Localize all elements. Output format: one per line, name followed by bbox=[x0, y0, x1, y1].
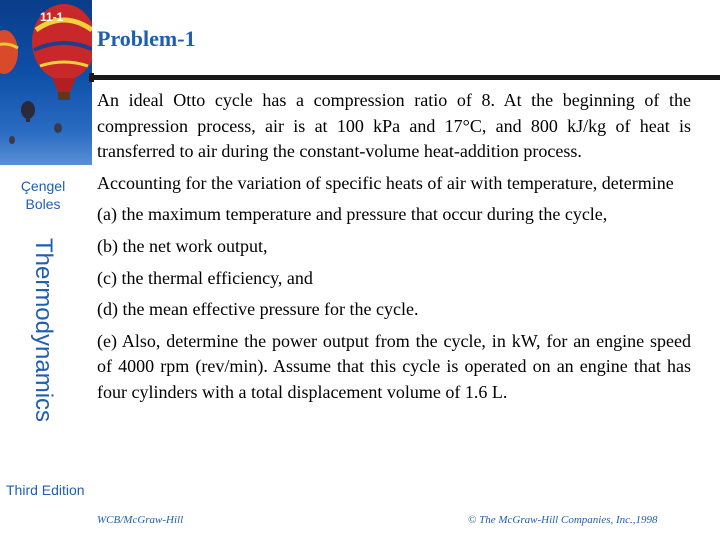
author-boles: Boles bbox=[25, 196, 61, 212]
sidebar bbox=[0, 0, 92, 540]
problem-item-c: (c) the thermal efficiency, and bbox=[97, 267, 313, 288]
title-divider bbox=[89, 75, 720, 80]
slide-title: Problem-1 bbox=[97, 26, 196, 51]
problem-statement bbox=[97, 88, 691, 412]
problem-paragraph-determine: Accounting for the variation of specific heats of air with temperature, determine bbox=[97, 172, 674, 193]
edition-label: Third Edition bbox=[6, 482, 85, 498]
footer-copyright: © The McGraw-Hill Companies, Inc.,1998 bbox=[468, 514, 658, 526]
footer-publisher: WCB/McGraw-Hill bbox=[97, 514, 184, 526]
problem-paragraph-intro: An ideal Otto cycle has a compression ratio of 8. At the beginning of the compression process, air is at 100 kPa and 17°C, and 800 kJ/kg of heat is transferred to air during the constant-volume heat-addition process. bbox=[97, 90, 691, 162]
balloons-illustration bbox=[0, 0, 92, 165]
author-cengel: Çengel bbox=[20, 178, 66, 194]
problem-item-b: (b) the net work output, bbox=[97, 235, 268, 256]
slide-number: 11-1 bbox=[40, 10, 64, 24]
problem-item-d: (d) the mean effective pressure for the cycle. bbox=[97, 299, 419, 320]
problem-item-a: (a) the maximum temperature and pressure that occur during the cycle, bbox=[97, 204, 608, 225]
hot-air-balloons-image bbox=[0, 0, 92, 165]
book-title-vertical: Thermodynamics bbox=[30, 237, 57, 423]
problem-item-e: (e) Also, determine the power output from the cycle, in kW, for an engine speed of 4000 rpm (rev/min). Assume that this cycle is operated on an engine that has four cylinders with a total displacement volume of 1.6 L. bbox=[97, 330, 691, 402]
authors bbox=[0, 177, 86, 213]
